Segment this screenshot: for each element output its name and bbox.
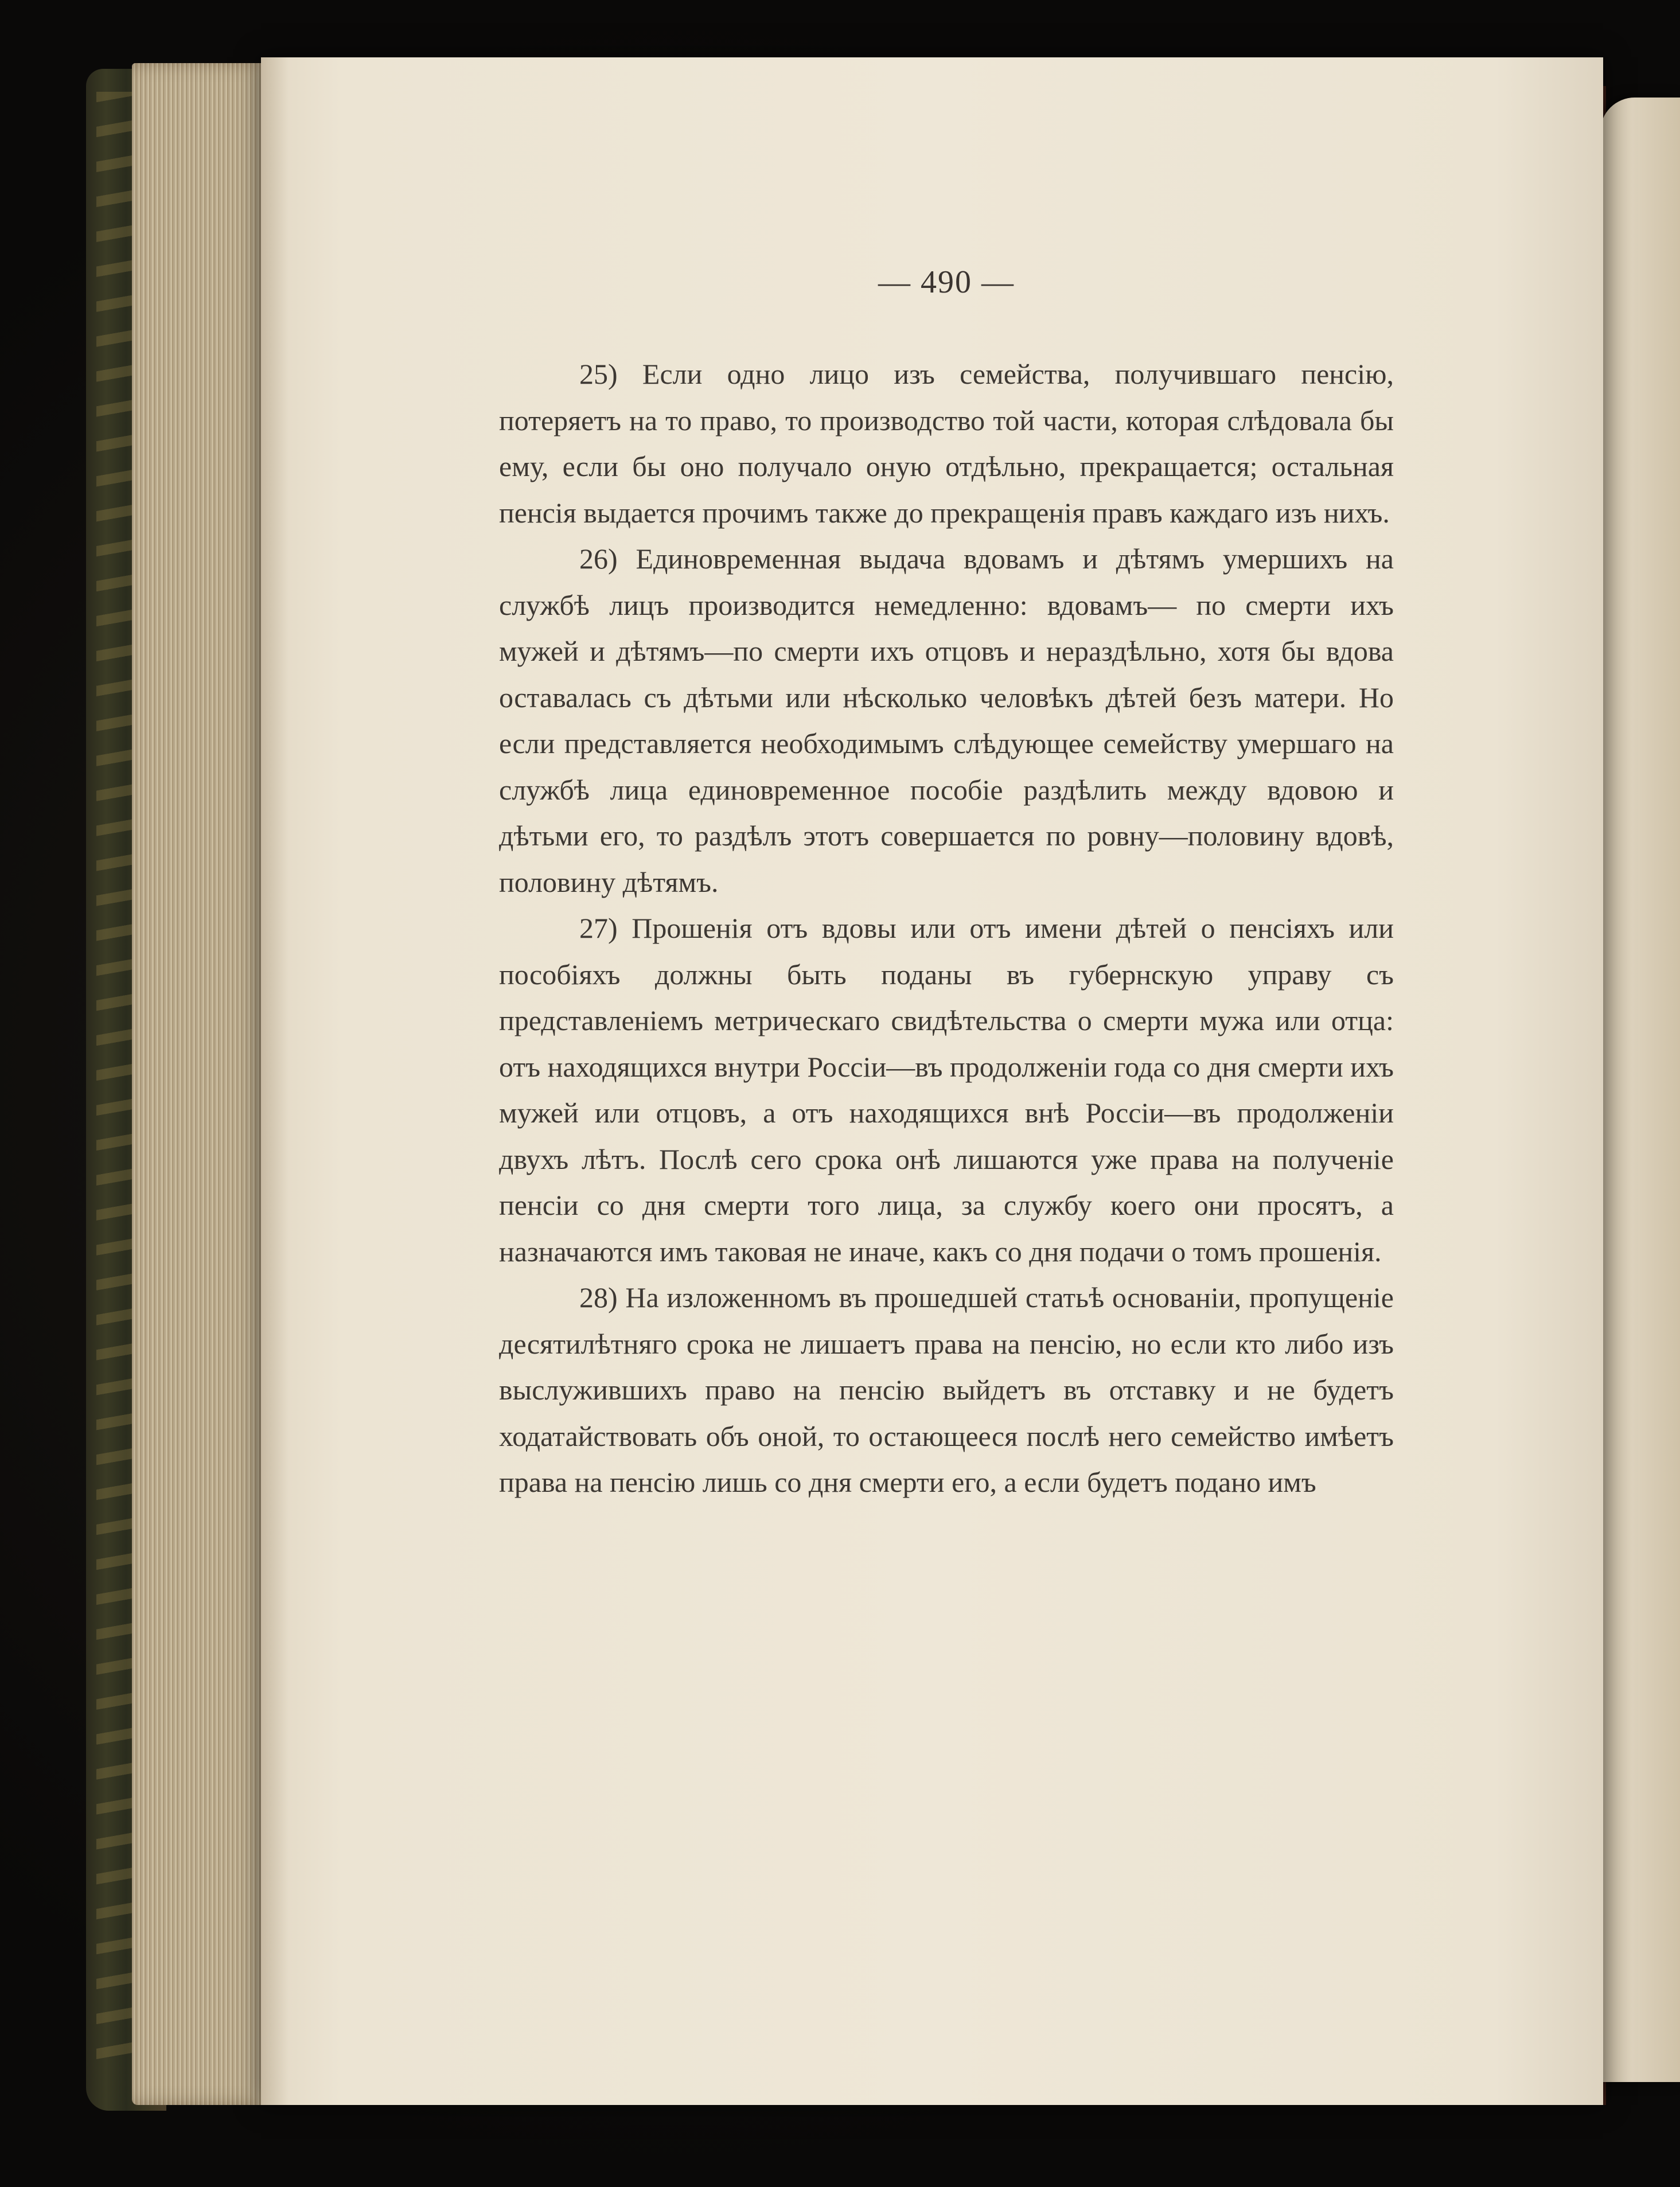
paragraph-26: 26) Единовременная выдача вдовамъ и дѣтямъ умершихъ на службѣ лицъ производится немедленно: вдовамъ— по смерти ихъ мужей и дѣтямъ—по смерти ихъ отцовъ и нераздѣльно, хотя бы вдова оставалась съ дѣтьми или нѣсколько человѣкъ дѣтей безъ матери. Но если представляется необходимымъ слѣдующее семейству умершаго на службѣ лица единовременное пособіе раздѣлить между вдовою и дѣтьми его, то раздѣлъ этотъ совершается по ровну—половину вдовѣ, половину дѣтямъ. — [499, 543, 1394, 898]
page-edges — [132, 63, 275, 2105]
paragraph-27: 27) Прошенія отъ вдовы или отъ имени дѣтей о пенсіяхъ или пособіяхъ должны быть поданы въ губернскую управу съ представленіемъ метрическаго свидѣтельства о смерти мужа или отца: отъ находящихся внутри Россіи—въ продолженіи года со дня смерти ихъ мужей или отцовъ, а отъ находящихся внѣ Россіи—въ продолженіи двухъ лѣтъ. Послѣ сего срока онѣ лишаются уже права на полученіе пенсіи со дня смерти того лица, за службу коего они просятъ, а назначаются имъ таковая не иначе, какъ со дня подачи о томъ прошенія. — [499, 912, 1394, 1268]
page-number: — 490 — — [878, 264, 1015, 300]
paragraph-25: 25) Если одно лицо изъ семейства, получившаго пенсію, потеряетъ на то право, то производство той части, которая слѣдовала бы ему, если бы оно получало оную отдѣльно, прекращается; остальная пенсія выдается прочимъ также до прекращенія правъ каждаго изъ нихъ. — [499, 358, 1394, 529]
page-text — [499, 351, 1394, 1506]
paragraph-28: 28) На изложенномъ въ прошедшей статьѣ основаніи, пропущеніе десятилѣтняго срока не лишаетъ права на пенсію, но если кто либо изъ выслужившихъ право на пенсію выйдетъ въ отставку и не будетъ ходатайствовать объ оной, то остающееся послѣ него семейство имѣетъ права на пенсію лишь со дня смерти его, а если будетъ подано имъ — [499, 1281, 1394, 1498]
facing-page-edge — [1600, 98, 1680, 2082]
